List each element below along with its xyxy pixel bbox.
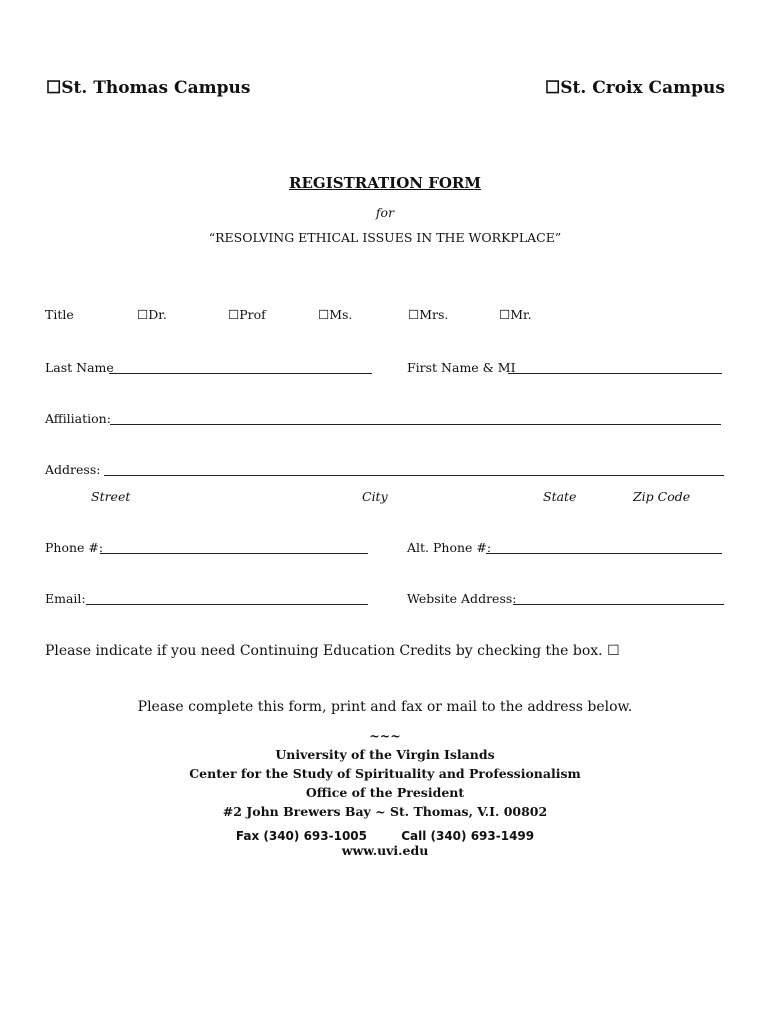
alt-phone-label: Alt. Phone #: [407,540,492,555]
form-subtitle: “RESOLVING ETHICAL ISSUES IN THE WORKPLACE” [208,230,562,245]
title-option-dr[interactable]: ☐Dr. [137,307,167,322]
address-street-hint: Street [91,489,131,504]
alt-phone-field[interactable] [486,553,722,554]
website-label: Website Address: [407,591,517,606]
footer-fax: Fax (340) 693-1005 [235,829,367,843]
address-label: Address: [45,462,101,477]
email-field[interactable] [86,604,368,605]
form-title: REGISTRATION FORM [289,174,481,192]
footer-contact [0,825,770,844]
form-for-text: for [375,205,395,220]
st-thomas-campus-checkbox[interactable]: ☐St. Thomas Campus [46,78,251,98]
st-croix-campus-checkbox[interactable]: ☐St. Croix Campus [545,78,725,98]
affiliation-label: Affiliation: [45,411,111,426]
last-name-field[interactable] [109,373,372,374]
title-option-ms[interactable]: ☐Ms. [318,307,353,322]
phone-field[interactable] [100,553,368,554]
address-state-hint: State [543,489,577,504]
address-zip-hint: Zip Code [633,489,691,504]
last-name-label: Last Name [45,360,114,375]
first-name-label: First Name & MI [407,360,516,375]
address-field[interactable] [104,475,724,476]
footer-office: Office of the President [305,785,465,800]
website-field[interactable] [513,604,724,605]
footer-university: University of the Virgin Islands [275,747,495,762]
ce-credits-checkbox-text[interactable]: Please indicate if you need Continuing Education Credits by checking the box. ☐ [45,643,620,659]
footer-address: #2 John Brewers Bay ~ St. Thomas, V.I. 00802 [222,804,548,819]
title-option-mrs[interactable]: ☐Mrs. [408,307,449,322]
title-option-prof[interactable]: ☐Prof [228,307,266,322]
address-city-hint: City [362,489,388,504]
affiliation-field[interactable] [110,424,721,425]
instructions-text: Please complete this form, print and fax or mail to the address below. [137,699,633,715]
first-name-field[interactable] [508,373,722,374]
phone-label: Phone #: [45,540,104,555]
email-label: Email: [45,591,86,606]
footer-separator: ~~~ [369,728,401,743]
footer-center: Center for the Study of Spirituality and Professionalism [189,766,581,781]
title-option-mr[interactable]: ☐Mr. [499,307,532,322]
footer-website-link[interactable]: www.uvi.edu [341,843,429,858]
footer-call: Call (340) 693-1499 [401,829,535,843]
title-label: Title [45,307,74,322]
